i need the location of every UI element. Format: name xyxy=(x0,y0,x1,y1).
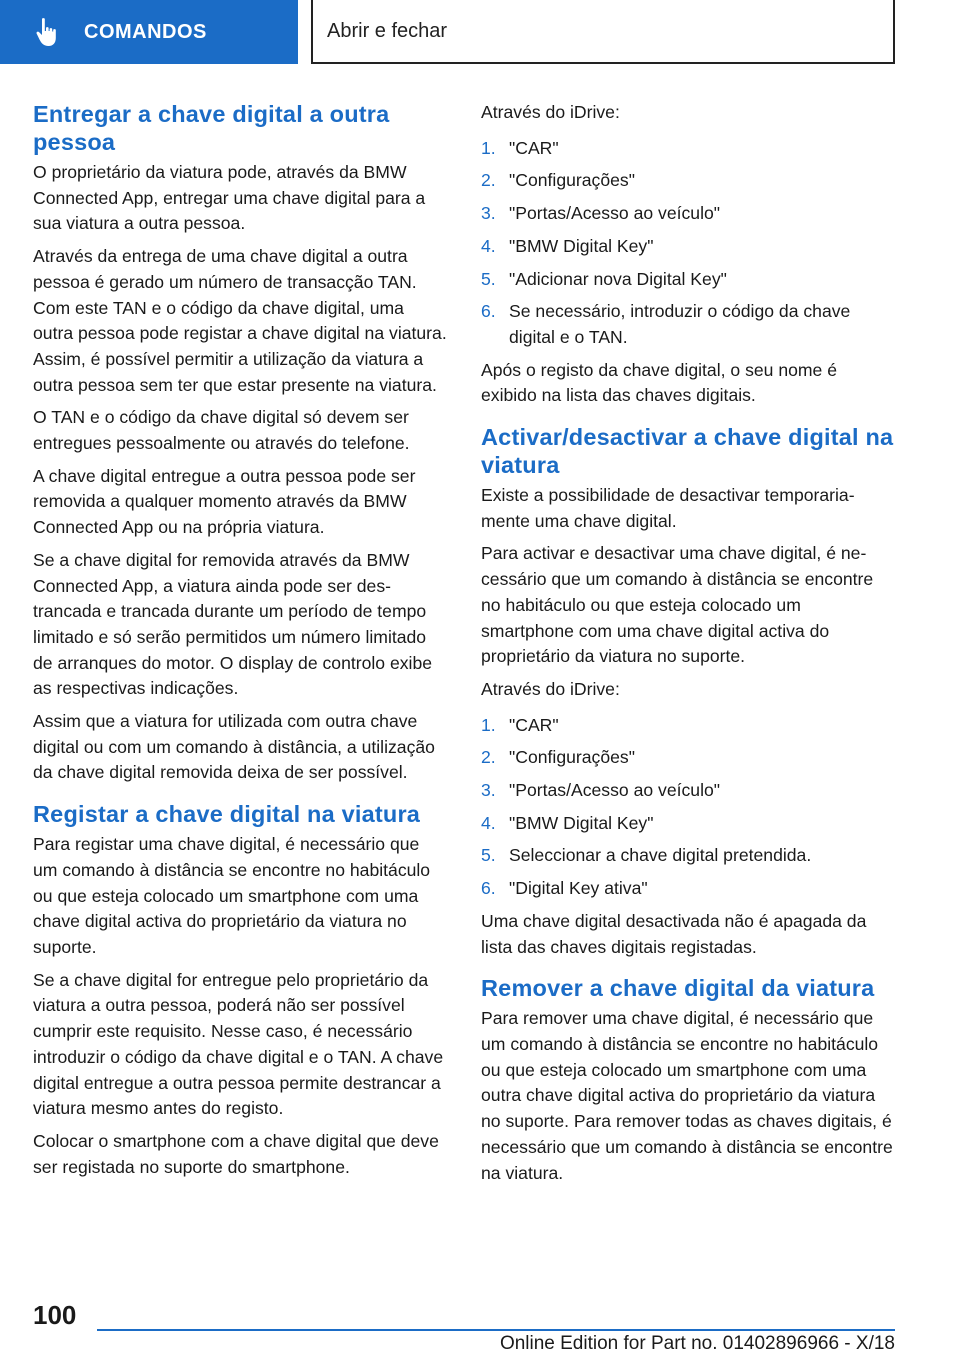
step-text: "Portas/Acesso ao veículo" xyxy=(509,780,721,801)
list-item xyxy=(481,778,895,804)
step-text: "BMW Digital Key" xyxy=(509,235,654,256)
paragraph: Através do iDrive: xyxy=(481,102,620,122)
section-title: COMANDOS xyxy=(84,20,207,43)
heading-hand-over-key: Entregar a chave digital a outra pessoa xyxy=(33,101,390,155)
step-number: 6. xyxy=(481,301,496,322)
step-text: "Digital Key ativa" xyxy=(509,878,648,899)
right-column xyxy=(481,100,895,1193)
subsection-title: Abrir e fechar xyxy=(327,19,448,42)
paragraph: Através do iDrive: xyxy=(481,678,620,699)
step-number: 4. xyxy=(481,812,496,833)
list-item xyxy=(481,234,895,260)
paragraph: Se a chave digital for entregue pelo proprietário da viatura a outra pessoa, poderá não ser possível cumprir este requisito. Nesse caso, é necessário introduzir o código da chave digital e o TAN. A chave digital entregue a outra pessoa permite destrancar a viatura mesmo antes do registo. xyxy=(33,969,444,1119)
step-number: 5. xyxy=(481,845,496,866)
step-text: "Configurações" xyxy=(509,747,635,768)
heading-register-key: Registar a chave digital na viatura xyxy=(33,801,421,828)
steps-list-activate xyxy=(481,713,895,902)
step-text: "Adicionar nova Digital Key" xyxy=(509,268,727,289)
paragraph: Uma chave digital desactivada não é apagada da lista das chaves digitais registadas. xyxy=(481,910,867,957)
list-item xyxy=(481,745,895,771)
step-number: 1. xyxy=(481,714,496,735)
list-item xyxy=(481,811,895,837)
paragraph: Através da entrega de uma chave digital a outra pessoa é gerado um número de transacção TAN. Com este TAN e o código da chave digital, uma outra pessoa pode registar a chave digital na viatura. Assim, é possível permitir a utilização da viatura a outra pessoa sem ter que estar presente na viatura. xyxy=(33,246,447,395)
step-number: 6. xyxy=(481,878,496,899)
paragraph: Assim que a viatura for utilizada com outra chave digital ou com um comando à distância, a utilização da chave digital removida deixa de ser possível. xyxy=(33,711,435,783)
footer-divider xyxy=(97,1329,895,1331)
step-number: 4. xyxy=(481,235,496,256)
left-column xyxy=(33,100,447,1187)
step-number: 3. xyxy=(481,203,496,224)
step-number: 1. xyxy=(481,137,496,158)
paragraph: Para registar uma chave digital, é necessário que um comando à distância se encontre no habitáculo ou que esteja colocado um smartphone com uma chave digital activa do proprietário da viatura no suporte. xyxy=(33,834,431,957)
list-item xyxy=(481,843,895,869)
step-text: "CAR" xyxy=(509,137,559,158)
paragraph: Para remover uma chave digital, é necessário que um comando à distância se encontre no habitáculo ou que esteja colocado um smartphone com uma outra chave digital activa do proprietário da viatura no suporte. Para remover todas as chaves digitais, é necessário que um comando à distância se encontre na viatura. xyxy=(481,1008,893,1183)
list-item xyxy=(481,713,895,739)
paragraph: Colocar o smartphone com a chave digital que deve ser registada no suporte do smartphone. xyxy=(33,1130,439,1177)
step-text: "BMW Digital Key" xyxy=(509,812,654,833)
step-number: 3. xyxy=(481,780,496,801)
section-tab xyxy=(0,0,298,64)
step-text: "CAR" xyxy=(509,714,559,735)
list-item xyxy=(481,876,895,902)
paragraph: O TAN e o código da chave digital só devem ser entregues pessoalmente ou através do telefone. xyxy=(33,407,410,454)
paragraph: Existe a possibilidade de desactivar temporariamente uma chave digital. xyxy=(481,485,855,531)
paragraph: Para activar e desactivar uma chave digital, é necessário que um comando à distância se encontre no habitáculo ou que esteja colocado um smartphone com uma chave digital activa do proprietário da viatura no suporte. xyxy=(481,543,874,667)
step-number: 2. xyxy=(481,170,496,191)
list-item xyxy=(481,201,895,227)
paragraph: O proprietário da viatura pode, através da BMW Connected App, entregar uma chave digital para a sua viatura a outra pessoa. xyxy=(33,162,426,234)
list-item xyxy=(481,136,895,162)
subsection-header xyxy=(311,0,895,64)
paragraph: A chave digital entregue a outra pessoa pode ser removida a qualquer momento através da BMW Connected App ou na própria viatura. xyxy=(33,465,416,538)
step-text: "Configurações" xyxy=(509,170,635,191)
paragraph: Após o registo da chave digital, o seu nome é exibido na lista das chaves digitais. xyxy=(481,359,838,406)
hand-pointer-icon xyxy=(36,17,64,47)
step-text: Seleccionar a chave digital pretendida. xyxy=(509,845,812,866)
step-text: "Portas/Acesso ao veículo" xyxy=(509,203,721,224)
heading-activate-key: Activar/desactivar a chave digital na viatura xyxy=(481,424,894,479)
step-text: Se necessário, introduzir o código da chave digital e o TAN. xyxy=(509,301,851,347)
list-item xyxy=(481,299,895,350)
step-number: 2. xyxy=(481,747,496,768)
list-item xyxy=(481,267,895,293)
steps-list-register xyxy=(481,136,895,351)
list-item xyxy=(481,168,895,194)
footer-edition: Online Edition for Part no. 01402896966 - X/18 xyxy=(499,1333,895,1354)
step-number: 5. xyxy=(481,268,496,289)
paragraph: Se a chave digital for removida através da BMW Connected App, a viatura ainda pode ser destrancada e trancada durante um período de tempo limitado e só serão permitidos um número limitado de arranques do motor. O display de controlo exibe as respectivas indicações. xyxy=(33,549,433,699)
page-number: 100 xyxy=(33,1300,77,1330)
heading-remove-key: Remover a chave digital da viatura xyxy=(481,975,875,1002)
